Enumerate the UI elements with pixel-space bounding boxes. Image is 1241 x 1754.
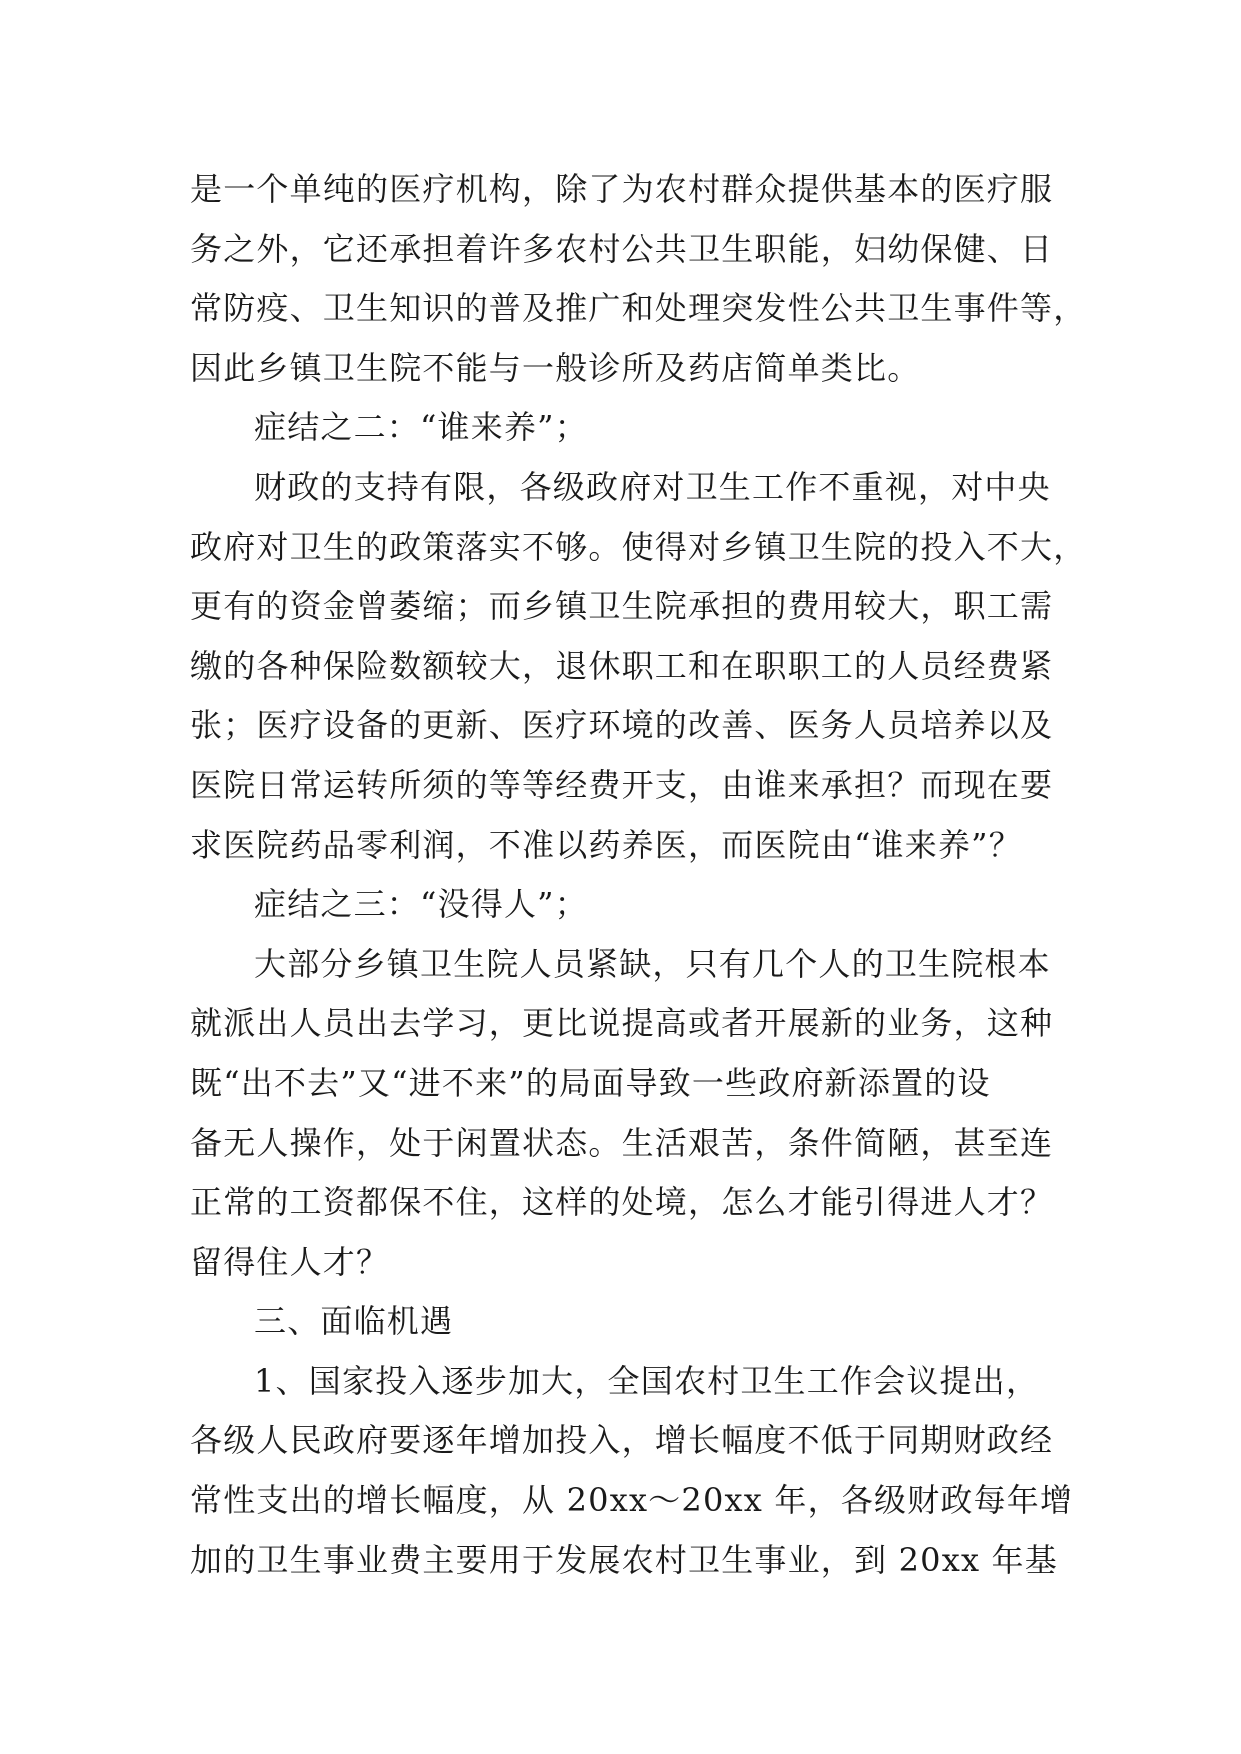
text-line: 常性支出的增长幅度，从 20xx～20xx 年，各级财政每年增: [190, 1481, 1074, 1520]
text-line: 三、面临机遇: [254, 1302, 454, 1341]
text-line: 张；医疗设备的更新、医疗环境的改善、医务人员培养以及: [190, 706, 1054, 745]
text-line: 备无人操作，处于闲置状态。生活艰苦，条件简陋，甚至连: [190, 1123, 1054, 1162]
text-line: 缴的各种保险数额较大，退休职工和在职职工的人员经费紧: [190, 646, 1054, 685]
text-line: 是一个单纯的医疗机构，除了为农村群众提供基本的医疗服: [190, 170, 1054, 208]
text-line: 症结之三：“没得人”；: [254, 885, 588, 924]
document-body: [190, 160, 1090, 1590]
text-line: 症结之二：“谁来养”；: [254, 408, 588, 447]
text-line: 常防疫、卫生知识的普及推广和处理突发性公共卫生事件等，: [190, 289, 1087, 328]
text-line: 1、国家投入逐步加大，全国农村卫生工作会议提出，: [254, 1361, 1040, 1400]
text-line: 既“出不去”又“进不来”的局面导致一些政府新添置的设: [190, 1063, 991, 1102]
text-line: 就派出人员出去学习，更比说提高或者开展新的业务，这种: [190, 1004, 1054, 1043]
text-line: 加的卫生事业费主要用于发展农村卫生事业，到 20xx 年基: [190, 1540, 1058, 1579]
text-line: 因此乡镇卫生院不能与一般诊所及药店简单类比。: [190, 348, 921, 387]
text-line: 医院日常运转所须的等等经费开支，由谁来承担？而现在要: [190, 765, 1054, 804]
text-line: 财政的支持有限，各级政府对卫生工作不重视，对中央: [254, 467, 1051, 506]
text-line: 正常的工资都保不住，这样的处境，怎么才能引得进人才？: [190, 1183, 1054, 1222]
text-line: 更有的资金曾萎缩；而乡镇卫生院承担的费用较大，职工需: [190, 587, 1054, 626]
text-line: 政府对卫生的政策落实不够。使得对乡镇卫生院的投入不大，: [190, 527, 1087, 566]
text-line: 大部分乡镇卫生院人员紧缺，只有几个人的卫生院根本: [254, 944, 1051, 983]
text-line: 求医院药品零利润，不准以药养医，而医院由“谁来养”？: [190, 825, 1022, 864]
text-line: 各级人民政府要逐年增加投入，增长幅度不低于同期财政经: [190, 1421, 1054, 1460]
text-line: 务之外，它还承担着许多农村公共卫生职能，妇幼保健、日: [190, 229, 1054, 268]
text-line: 留得住人才？: [190, 1242, 390, 1281]
